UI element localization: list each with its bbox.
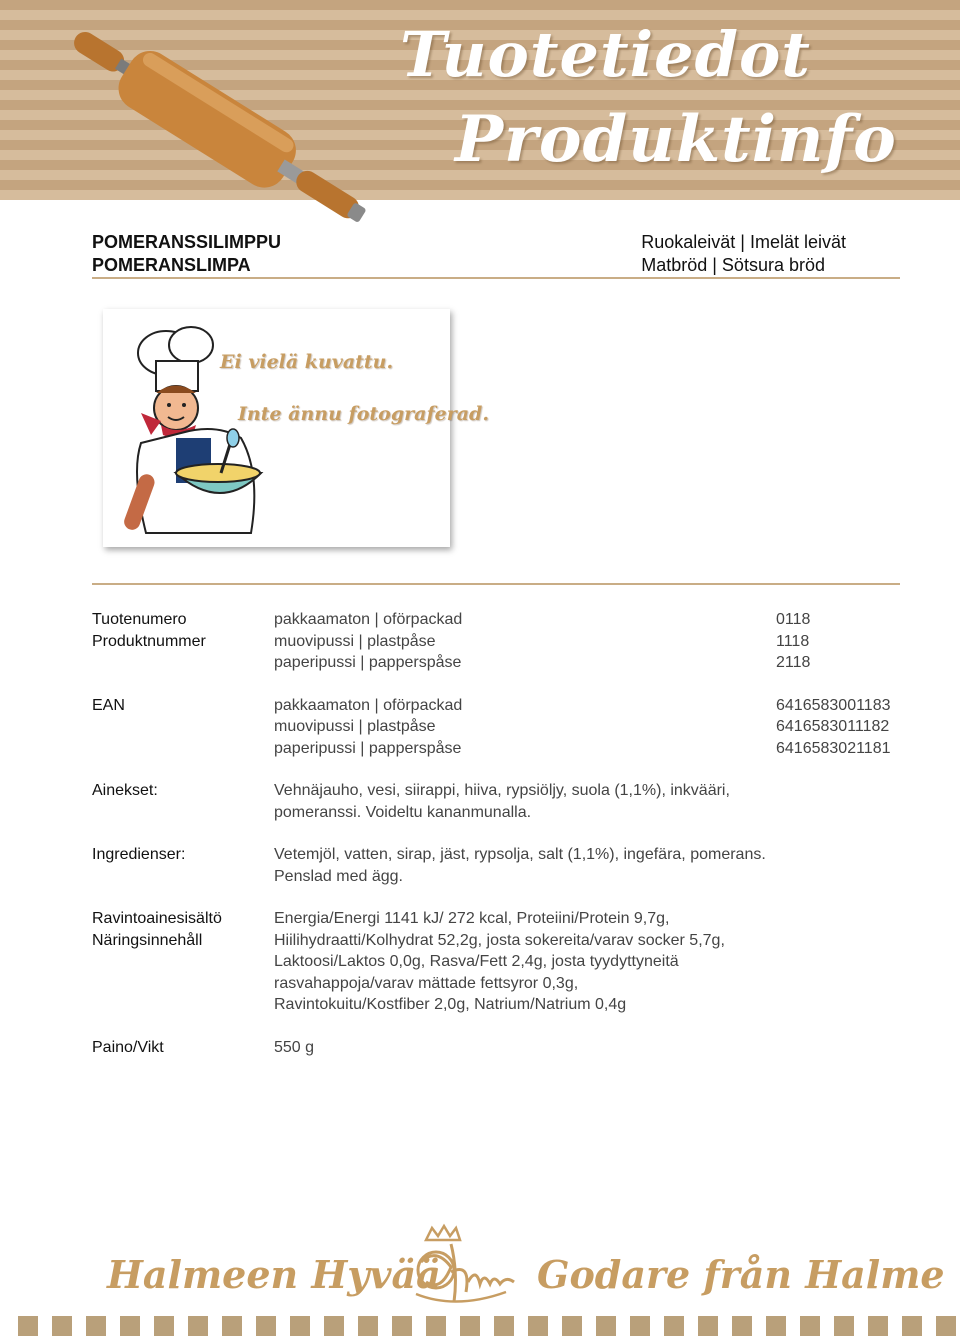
rolling-pin-illustration [60, 30, 400, 230]
footer-square [290, 1316, 310, 1336]
product-name-fi: POMERANSSILIMPPU [92, 232, 282, 252]
header-title-fi: Tuotetiedot [400, 18, 811, 91]
footer-square [834, 1316, 854, 1336]
footer-square [494, 1316, 514, 1336]
header-banner [0, 0, 960, 200]
footer-square [426, 1316, 446, 1336]
product-number-row [274, 609, 902, 631]
product-name-sv: POMERANSLIMPA [92, 255, 251, 275]
product-category-fi: Ruokaleivät | Imelät leivät [641, 232, 846, 252]
ingredients-fi-section [92, 780, 902, 823]
product-number-labels [92, 609, 206, 652]
weight-label: Paino/Vikt [92, 1038, 164, 1056]
footer-square [256, 1316, 276, 1336]
nutrition-line: Ravintokuitu/Kostfiber 2,0g, Natrium/Natrium 0,4g [274, 996, 627, 1013]
footer-square [358, 1316, 378, 1336]
pack-type: pakkaamaton | oförpackad [274, 696, 463, 714]
divider-top [92, 277, 900, 279]
product-number-value: 1118 [776, 632, 810, 650]
ingredients-fi-label: Ainekset: [92, 782, 158, 799]
product-name-block [92, 231, 281, 277]
ingredients-sv-line: Vetemjöl, vatten, sirap, jäst, rypsolja, salt (1,1%), ingefära, pomerans. [274, 846, 766, 863]
footer-square [188, 1316, 208, 1336]
nutrition-line: Energia/Energi 1141 kJ/ 272 kcal, Proteiini/Protein 9,7g, [274, 910, 670, 927]
pack-type: paperipussi | papperspåse [274, 654, 462, 671]
footer-square [800, 1316, 820, 1336]
ingredients-fi-text [274, 780, 902, 823]
pack-type: paperipussi | papperspåse [274, 739, 462, 757]
footer-square-pattern [0, 1314, 960, 1338]
footer-square [562, 1316, 582, 1336]
nutrition-labels [92, 908, 222, 951]
footer-square [18, 1316, 38, 1336]
product-number-label-sv: Produktnummer [92, 632, 206, 650]
footer-square [630, 1316, 650, 1336]
ingredients-fi-line: Vehnäjauho, vesi, siirappi, hiiva, rypsiöljy, suola (1,1%), inkvääri, [274, 782, 730, 799]
nutrition-line: Hiilihydraatti/Kolhydrat 52,2g, josta sokereita/varav socker 5,7g, [274, 931, 725, 949]
footer-square [154, 1316, 174, 1336]
ingredients-sv-text [274, 844, 902, 887]
product-number-section [92, 609, 902, 674]
ingredients-sv-label: Ingredienser: [92, 846, 186, 863]
product-category-block [641, 231, 846, 277]
weight-value: 550 g [274, 1038, 315, 1056]
footer-square [528, 1316, 548, 1336]
ean-value: 6416583021181 [776, 739, 891, 757]
product-info-table [92, 609, 902, 1058]
pack-type: muovipussi | plastpåse [274, 718, 436, 735]
placeholder-text-fi: Ei vielä kuvattu. [220, 351, 394, 373]
footer-square [698, 1316, 718, 1336]
footer-square [766, 1316, 786, 1336]
ingredients-sv-section [92, 844, 902, 887]
nutrition-label-fi: Ravintoainesisältö [92, 910, 222, 927]
footer-square [732, 1316, 752, 1336]
ean-row [274, 695, 902, 717]
ean-rows [274, 695, 902, 760]
product-number-value: 0118 [776, 611, 811, 628]
footer-square [86, 1316, 106, 1336]
product-category-sv: Matbröd | Sötsura bröd [641, 255, 825, 275]
footer-slogan-fi: Halmeen Hyvää [107, 1252, 441, 1297]
nutrition-label-sv: Näringsinnehåll [92, 931, 203, 949]
nutrition-section [92, 908, 902, 1016]
product-number-rows [274, 609, 902, 674]
footer-square [460, 1316, 480, 1336]
footer-square [902, 1316, 922, 1336]
footer-square [324, 1316, 344, 1336]
ean-row [274, 716, 902, 738]
footer-square [936, 1316, 956, 1336]
placeholder-text-sv: Inte ännu fotograferad. [238, 403, 489, 425]
footer-square [868, 1316, 888, 1336]
ean-row [274, 738, 902, 760]
halme-logo [396, 1222, 521, 1312]
footer-slogan-sv: Godare från Halme [537, 1252, 945, 1297]
divider-middle [92, 583, 900, 585]
ean-value: 6416583001183 [776, 696, 891, 714]
nutrition-line: Laktoosi/Laktos 0,0g, Rasva/Fett 2,4g, josta tyydyttyneitä [274, 953, 679, 970]
footer-square [392, 1316, 412, 1336]
ean-section [92, 695, 902, 760]
footer-square [222, 1316, 242, 1336]
product-photo-placeholder [103, 309, 489, 547]
footer-square [664, 1316, 684, 1336]
ingredients-fi-line: pomeranssi. Voideltu kananmunalla. [274, 803, 532, 821]
product-number-value: 2118 [776, 654, 811, 671]
ean-label: EAN [92, 696, 125, 714]
product-number-label-fi: Tuotenumero [92, 611, 187, 628]
header-title-sv: Produktinfo [455, 102, 897, 177]
weight-section [92, 1037, 902, 1059]
nutrition-line: rasvahappoja/varav mättade fettsyror 0,3g, [274, 974, 579, 992]
footer-square [52, 1316, 72, 1336]
product-number-row [274, 631, 902, 653]
pack-type: muovipussi | plastpåse [274, 632, 436, 650]
pack-type: pakkaamaton | oförpackad [274, 611, 463, 628]
nutrition-text [274, 908, 902, 1016]
product-number-row [274, 652, 902, 674]
footer-square [596, 1316, 616, 1336]
footer-square [120, 1316, 140, 1336]
ean-value: 6416583011182 [776, 718, 890, 735]
ingredients-sv-line: Penslad med ägg. [274, 867, 403, 885]
